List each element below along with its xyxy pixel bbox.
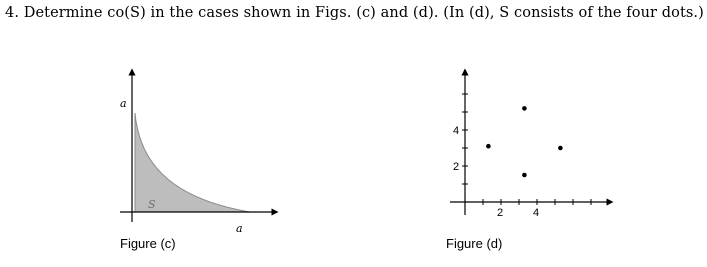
figure-c-caption: Figure (c) bbox=[120, 236, 176, 251]
x-tick-label: 4 bbox=[533, 207, 540, 219]
problem-statement bbox=[5, 5, 705, 21]
y-axis-label: a bbox=[120, 97, 127, 110]
x-axis-label: a bbox=[236, 222, 243, 235]
problem-number: 4. bbox=[5, 5, 20, 21]
x-tick-label: 2 bbox=[497, 207, 504, 219]
problem-text: Determine co(S) in the cases shown in Figs. (c) and (d). (In (d), S consists of the four dots.) bbox=[23, 5, 704, 21]
figure-d bbox=[440, 60, 620, 235]
figure-c-plot bbox=[100, 60, 300, 235]
region-label: S bbox=[148, 198, 156, 211]
figure-d-plot bbox=[440, 60, 620, 235]
set-point bbox=[522, 106, 527, 111]
figure-c bbox=[100, 60, 300, 235]
set-point bbox=[522, 173, 527, 178]
figure-d-caption: Figure (d) bbox=[446, 236, 503, 251]
set-point bbox=[486, 144, 491, 149]
y-tick-label: 4 bbox=[453, 125, 460, 137]
y-tick-label: 2 bbox=[453, 161, 460, 173]
set-point bbox=[558, 146, 563, 151]
